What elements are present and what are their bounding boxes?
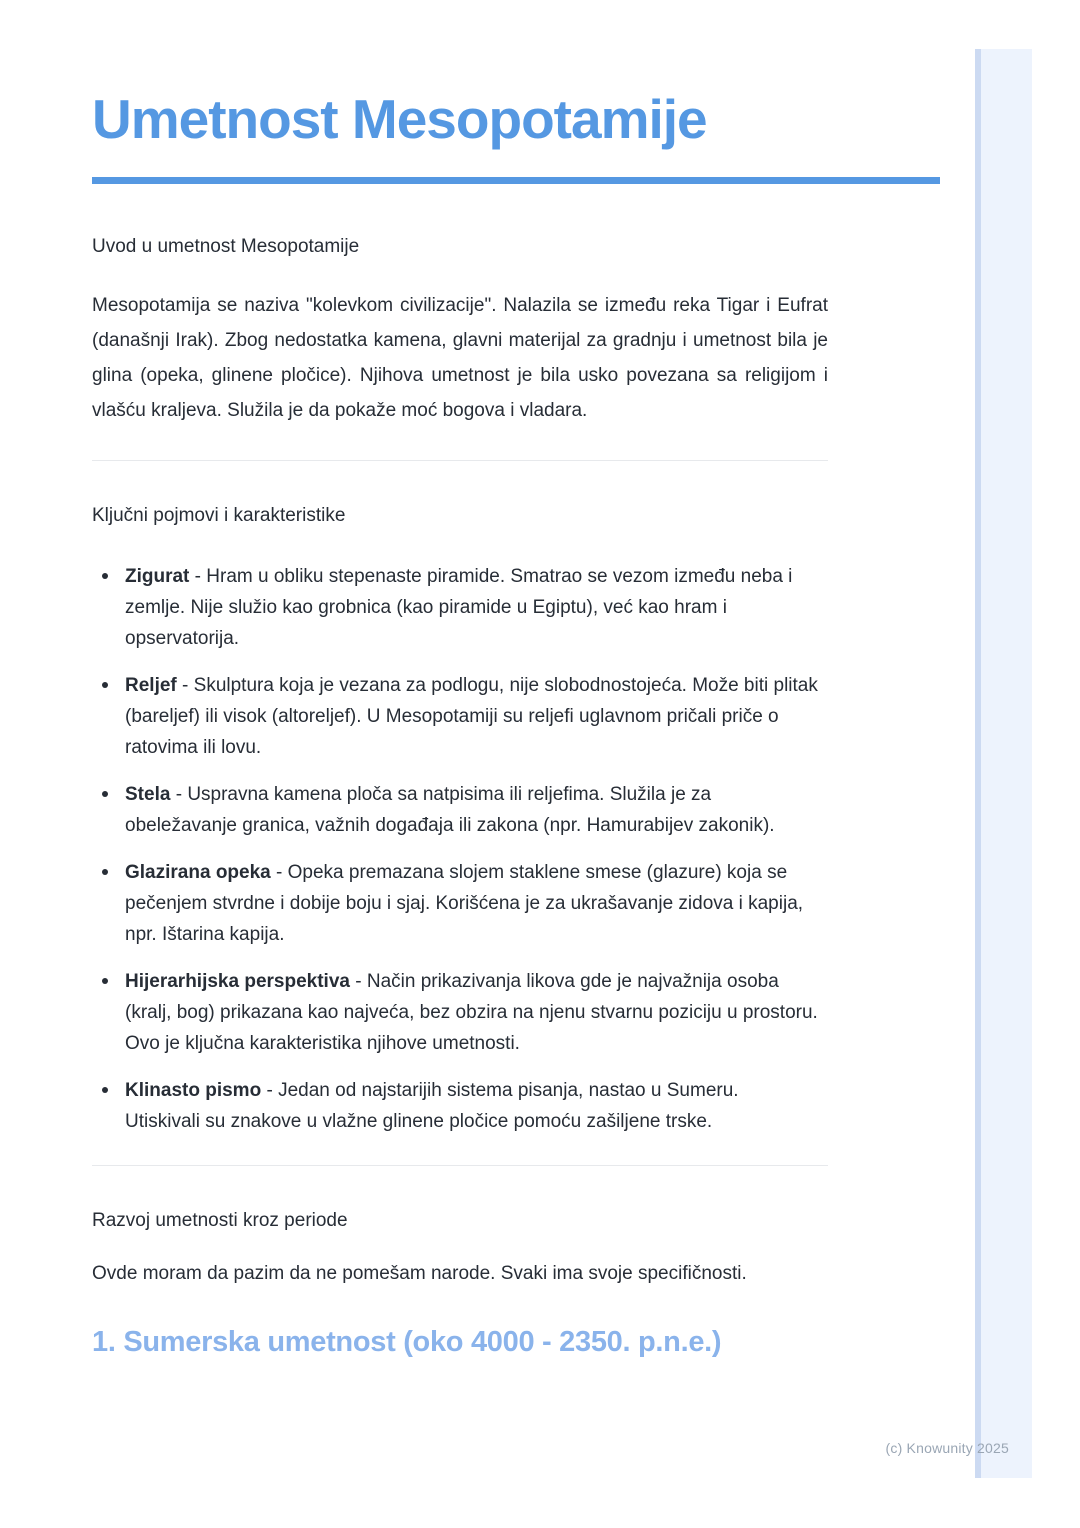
intro-paragraph: Mesopotamija se naziva "kolevkom civilizacije". Nalazila se između reka Tigar i Eufrat (današnji Irak). Zbog nedostatka kamena, glavni materijal za gradnju i umetnost bila je glina (opeka, glinene pločice). Njihova umetnost je bila usko povezana sa religijom i vlašću kraljeva. Služila je da pokaže moć bogova i vladara.	[92, 294, 828, 421]
term-separator: -	[349, 970, 367, 992]
section-heading-periods: Razvoj umetnosti kroz periode	[92, 1209, 348, 1231]
term-separator: -	[270, 861, 288, 883]
list-item	[92, 966, 818, 1059]
term-definition: Jedan od najstarijih sistema pisanja, nastao u Sumeru. Utiskivali su znakove u vlažne glinene pločice pomoću zašiljene trske.	[125, 1079, 739, 1132]
term-label: Reljef	[125, 674, 177, 696]
term-definition: Uspravna kamena ploča sa natpisima ili reljefima. Služila je za obeležavanje granica, važnih događaja ili zakona (npr. Hamurabijev zakonik).	[125, 783, 775, 836]
periods-note: Ovde moram da pazim da ne pomešam narode. Svaki ima svoje specifičnosti.	[92, 1263, 747, 1285]
term-separator: -	[261, 1079, 279, 1101]
bullet-icon	[102, 682, 108, 688]
bullet-icon	[102, 869, 108, 875]
page-title: Umetnost Mesopotamije	[92, 88, 707, 150]
term-label: Zigurat	[125, 565, 190, 587]
term-label: Klinasto pismo	[125, 1079, 262, 1101]
divider	[92, 460, 828, 461]
section-heading-intro: Uvod u umetnost Mesopotamije	[92, 236, 360, 258]
term-separator: -	[176, 674, 194, 696]
bullet-icon	[102, 791, 108, 797]
document-content	[92, 0, 940, 1359]
list-item	[92, 1075, 818, 1137]
term-label: Stela	[125, 783, 171, 805]
list-item	[92, 561, 818, 654]
list-item	[92, 857, 818, 950]
title-rule	[92, 177, 940, 184]
terms-list	[92, 561, 818, 1137]
bullet-icon	[102, 1087, 108, 1093]
term-definition: Skulptura koja je vezana za podlogu, nije slobodnostojeća. Može biti plitak (bareljef) ili visok (altoreljef). U Mesopotamiji su reljefi uglavnom pričali priče o ratovima ili lovu.	[125, 674, 818, 758]
term-label: Glazirana opeka	[125, 861, 271, 883]
term-separator: -	[170, 783, 188, 805]
term-definition: Hram u obliku stepenaste piramide. Smatrao se vezom između neba i zemlje. Nije služio kao grobnica (kao piramide u Egiptu), već kao hram i opservatorija.	[125, 565, 793, 649]
section-heading-key-terms: Ključni pojmovi i karakteristike	[92, 504, 346, 526]
term-label: Hijerarhijska perspektiva	[125, 970, 350, 992]
list-item	[92, 670, 818, 763]
term-definition: Opeka premazana slojem staklene smese (glazure) koja se pečenjem stvrdne i dobije boju i sjaj. Korišćena je za ukrašavanje zidova i kapija, npr. Ištarina kapija.	[125, 861, 804, 945]
divider	[92, 1165, 828, 1166]
footer-credit: (c) Knowunity 2025	[885, 1440, 1009, 1456]
bullet-icon	[102, 978, 108, 984]
period-1-heading: 1. Sumerska umetnost (oko 4000 - 2350. p.n.e.)	[92, 1325, 722, 1358]
term-definition: Način prikazivanja likova gde je najvažnija osoba (kralj, bog) prikazana kao najveća, bez obzira na njenu stvarnu poziciju u prostoru. Ovo je ključna karakteristika njihove umetnosti.	[125, 970, 818, 1054]
bullet-icon	[102, 573, 108, 579]
side-strip	[975, 49, 1032, 1478]
list-item	[92, 779, 818, 841]
term-separator: -	[189, 565, 207, 587]
